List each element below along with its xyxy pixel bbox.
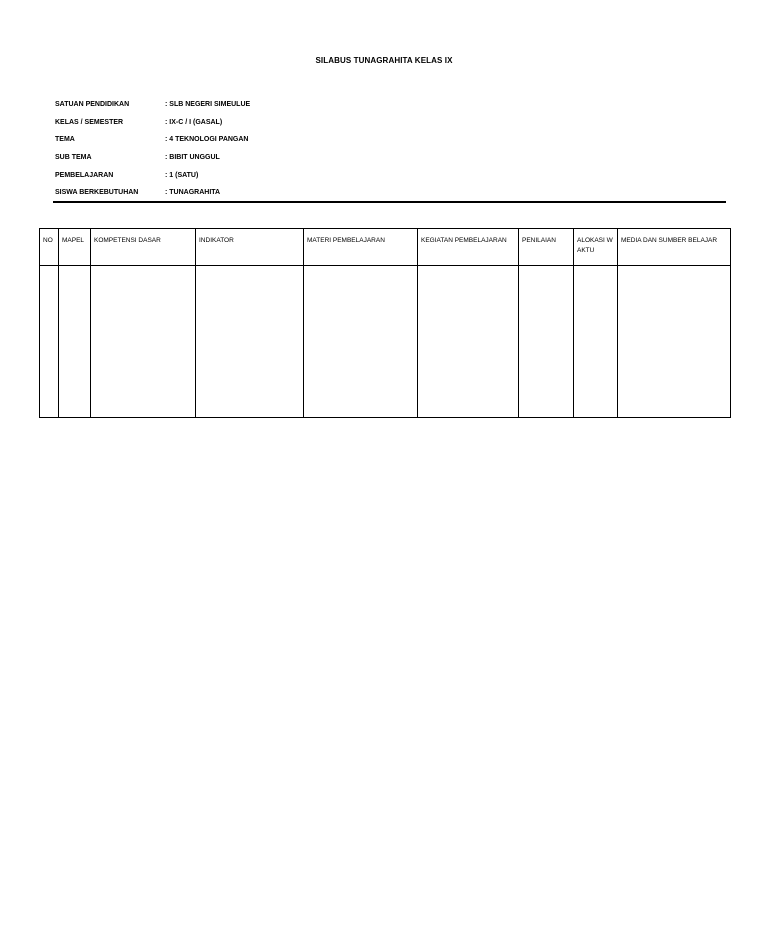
- info-value: : BIBIT UNGGUL: [165, 154, 220, 162]
- info-row-satuan-pendidikan: [55, 100, 727, 118]
- info-row-tema: [55, 135, 727, 153]
- info-label: SISWA BERKEBUTUHAN: [55, 189, 139, 197]
- column-header-materi-pembelajaran: MATERI PEMBELAJARAN: [304, 229, 418, 266]
- table-cell: [304, 266, 418, 418]
- info-row-siswa-berkebutuhan: [55, 188, 727, 206]
- column-header-kompetensi-dasar: KOMPETENSI DASAR: [91, 229, 196, 266]
- table-cell: [40, 266, 59, 418]
- info-block: [55, 100, 727, 206]
- column-header-alokasi-waktu: ALOKASI WAKTU: [574, 229, 618, 266]
- info-label: SUB TEMA: [55, 154, 92, 162]
- info-label: TEMA: [55, 136, 75, 144]
- column-header-mapel: MAPEL: [59, 229, 91, 266]
- info-label: PEMBELAJARAN: [55, 171, 114, 179]
- info-value: : 4 TEKNOLOGI PANGAN: [165, 136, 249, 144]
- table-cell: [618, 266, 731, 418]
- info-value: : IX-C / I (GASAL): [165, 118, 223, 126]
- table-cell: [574, 266, 618, 418]
- syllabus-table: [39, 228, 731, 418]
- header-divider: [53, 201, 726, 203]
- page-title: SILABUS TUNAGRAHITA KELAS IX: [315, 56, 453, 65]
- table-row: [40, 266, 731, 418]
- info-row-kelas-semester: [55, 118, 727, 136]
- table-cell: [196, 266, 304, 418]
- column-header-no: NO: [40, 229, 59, 266]
- info-row-pembelajaran: [55, 171, 727, 189]
- table-header-row: [40, 229, 731, 266]
- table-cell: [519, 266, 574, 418]
- column-header-penilaian: PENILAIAN: [519, 229, 574, 266]
- info-label: KELAS / SEMESTER: [55, 118, 124, 126]
- table-cell: [91, 266, 196, 418]
- info-value: : TUNAGRAHITA: [165, 189, 221, 197]
- table-cell: [418, 266, 519, 418]
- table-cell: [59, 266, 91, 418]
- column-header-media-dan-sumber-belajar: MEDIA DAN SUMBER BELAJAR: [618, 229, 731, 266]
- info-label: SATUAN PENDIDIKAN: [55, 101, 130, 108]
- info-row-sub-tema: [55, 153, 727, 171]
- column-header-indikator: INDIKATOR: [196, 229, 304, 266]
- column-header-kegiatan-pembelajaran: KEGIATAN PEMBELAJARAN: [418, 229, 519, 266]
- info-value: : 1 (SATU): [165, 171, 199, 179]
- info-value: : SLB NEGERI SIMEULUE: [165, 101, 251, 108]
